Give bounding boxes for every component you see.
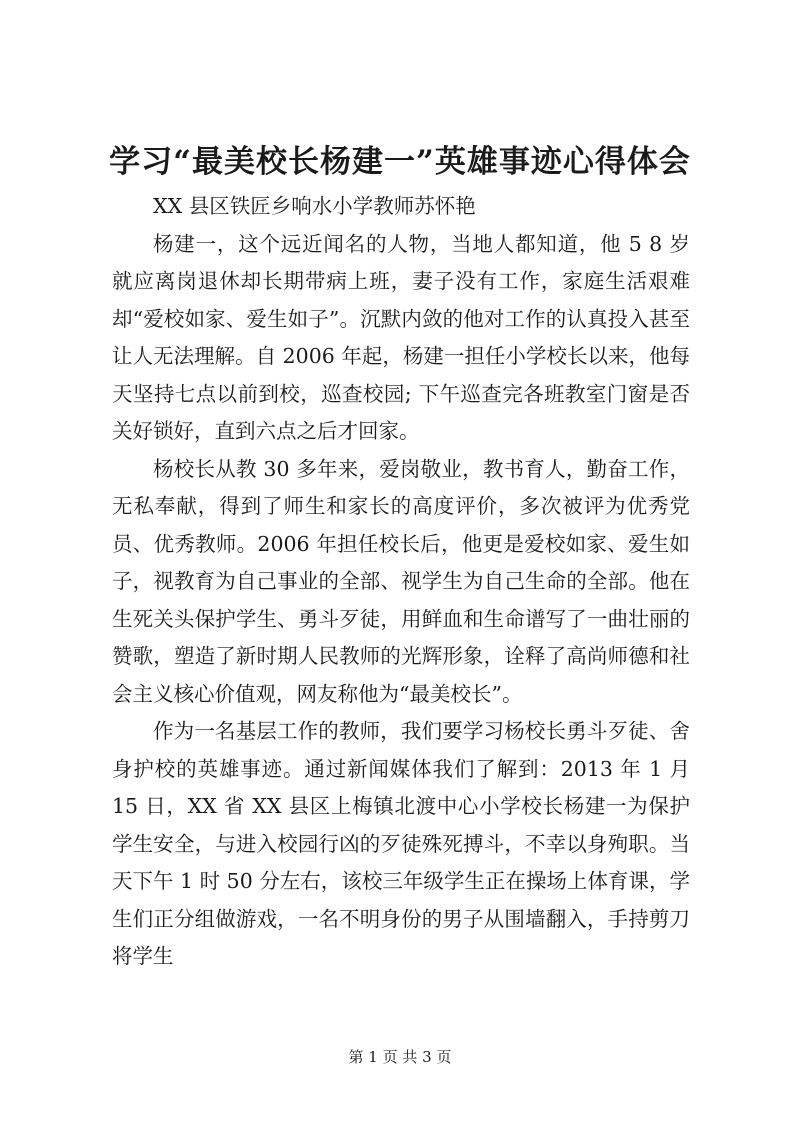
document-body	[112, 188, 690, 976]
document-title: 学习“最美校长杨建一”英雄事迹心得体会	[109, 144, 691, 180]
paragraph-1: 杨建一，这个远近闻名的人物，当地人都知道，他 5 8 岁就应离岗退休却长期带病上班，妻子没有工作，家庭生活艰难却“爱校如家、爱生如子”。沉默内敛的他对工作的认真投入甚至让人无法理解。自 2006 年起，杨建一担任小学校长以来，他每天坚持七点以前到校，巡查校园; 下午巡查完各班教室门窗是否关好锁好，直到六点之后才回家。	[112, 231, 690, 443]
paragraph-3: 作为一名基层工作的教师，我们要学习杨校长勇斗歹徒、舍身护校的英雄事迹。通过新闻媒体我们了解到：2013 年 1 月 15 日，XX 省 XX 县区上梅镇北渡中心小学校长杨建一为保护学生安全，与进入校园行凶的歹徒殊死搏斗，不幸以身殉职。当天下午 1 时 50 分左右，该校三年级学生正在操场上体育课，学生们正分组做游戏，一名不明身份的男子从围墙翻入，手持剪刀将学生	[112, 719, 690, 968]
author-line: XX 县区铁匠乡响水小学教师苏怀艳	[153, 194, 476, 218]
paragraph-2: 杨校长从教 30 多年来，爱岗敬业，教书育人，勤奋工作，无私奉献，得到了师生和家长的高度评价，多次被评为优秀党员、优秀教师。2006 年担任校长后，他更是爱校如家、爱生如子，视教育为自己事业的全部、视学生为自己生命的全部。他在生死关头保护学生、勇斗歹徒，用鲜血和生命谱写了一曲壮丽的赞歌，塑造了新时期人民教师的光辉形象，诠释了高尚师德和社会主义核心价值观，网友称他为“最美校长”。	[112, 456, 690, 706]
page-footer: 第 1 页 共 3 页	[348, 1048, 452, 1066]
